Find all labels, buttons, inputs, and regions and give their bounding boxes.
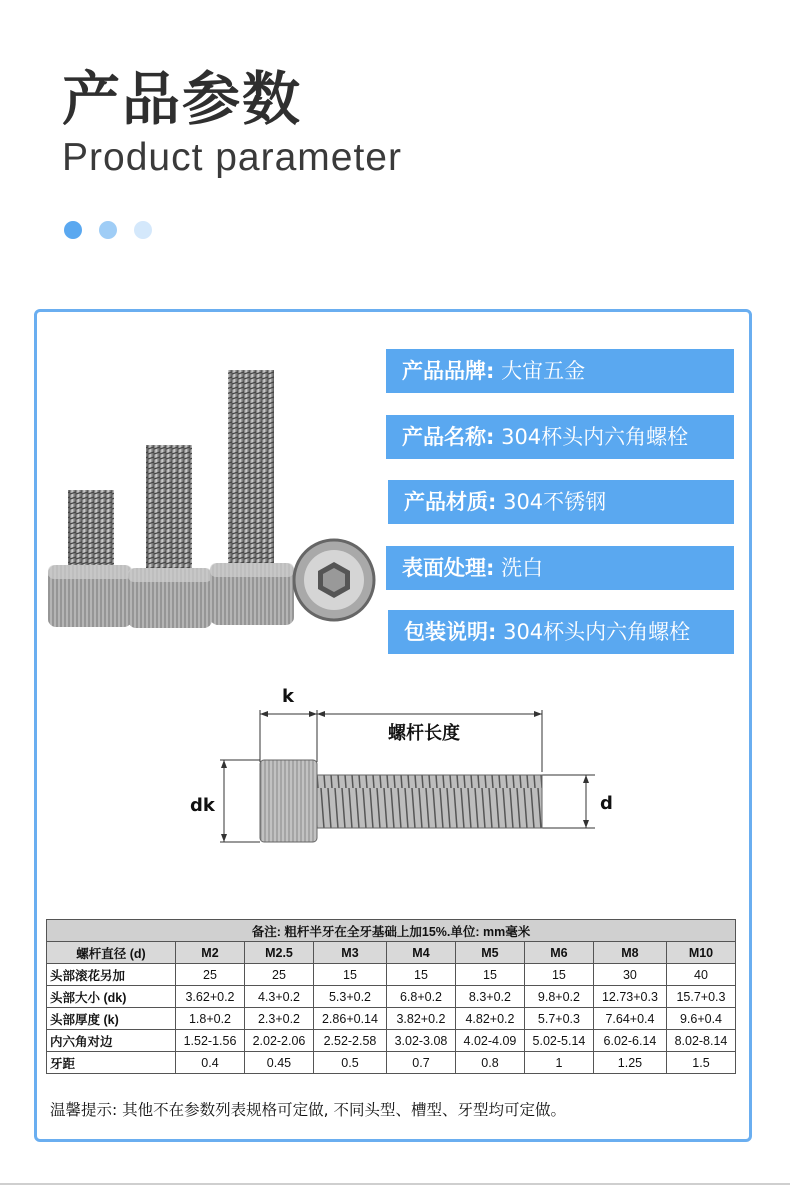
table-cell: 8.3+0.2 xyxy=(455,986,524,1008)
table-header-size: M5 xyxy=(455,942,524,964)
row-label: 头部滚花另加 xyxy=(47,964,176,986)
custom-order-tip: 温馨提示: 其他不在参数列表规格可定做, 不同头型、槽型、牙型均可定做。 xyxy=(50,1101,567,1119)
spec-surface-value: 洗白 xyxy=(494,556,544,580)
table-cell: 8.02-8.14 xyxy=(666,1030,735,1052)
spec-product-name xyxy=(386,415,734,459)
table-cell: 1.8+0.2 xyxy=(176,1008,245,1030)
table-header-size: M6 xyxy=(524,942,593,964)
table-cell: 15.7+0.3 xyxy=(666,986,735,1008)
table-cell: 15 xyxy=(524,964,593,986)
table-cell: 1.52-1.56 xyxy=(176,1030,245,1052)
table-header-size: M2.5 xyxy=(244,942,313,964)
page-subtitle: Product parameter xyxy=(62,136,402,179)
table-cell: 3.62+0.2 xyxy=(176,986,245,1008)
table-cell: 5.02-5.14 xyxy=(524,1030,593,1052)
table-cell: 2.02-2.06 xyxy=(244,1030,313,1052)
spec-packaging-value: 304杯头内六角螺栓 xyxy=(496,620,691,644)
table-cell: 0.4 xyxy=(176,1052,245,1074)
table-cell: 0.8 xyxy=(455,1052,524,1074)
table-cell: 9.8+0.2 xyxy=(524,986,593,1008)
page-title: 产品参数 xyxy=(62,65,303,133)
spec-brand-label: 产品品牌: xyxy=(402,359,495,383)
table-cell: 12.73+0.3 xyxy=(593,986,666,1008)
table-row xyxy=(47,986,736,1008)
spec-product-name-value: 304杯头内六角螺栓 xyxy=(494,425,689,449)
k-label: k xyxy=(282,686,294,707)
spec-material xyxy=(388,480,734,524)
spec-brand xyxy=(386,349,734,393)
table-cell: 2.3+0.2 xyxy=(244,1008,313,1030)
table-cell: 1.25 xyxy=(593,1052,666,1074)
table-header-label: 螺杆直径 (d) xyxy=(47,942,176,964)
table-row xyxy=(47,1008,736,1030)
table-header-size: M10 xyxy=(666,942,735,964)
table-cell: 6.02-6.14 xyxy=(593,1030,666,1052)
spec-material-value: 304不锈钢 xyxy=(496,490,607,514)
row-label: 头部大小 (dk) xyxy=(47,986,176,1008)
table-cell: 7.64+0.4 xyxy=(593,1008,666,1030)
table-cell: 4.3+0.2 xyxy=(244,986,313,1008)
decor-dot-1 xyxy=(64,221,82,239)
table-cell: 4.02-4.09 xyxy=(455,1030,524,1052)
table-cell: 15 xyxy=(313,964,386,986)
row-label: 头部厚度 (k) xyxy=(47,1008,176,1030)
parameter-table xyxy=(46,919,736,1074)
table-cell: 15 xyxy=(455,964,524,986)
spec-packaging xyxy=(388,610,734,654)
spec-product-name-label: 产品名称: xyxy=(402,425,495,449)
decor-dot-2 xyxy=(99,221,117,239)
table-note: 备注: 粗杆半牙在全牙基础上加15%.单位: mm毫米 xyxy=(47,920,736,942)
table-header-size: M3 xyxy=(313,942,386,964)
spec-material-label: 产品材质: xyxy=(404,490,497,514)
spec-brand-value: 大宙五金 xyxy=(494,359,586,383)
table-cell: 2.86+0.14 xyxy=(313,1008,386,1030)
table-cell: 15 xyxy=(386,964,455,986)
table-header-size: M2 xyxy=(176,942,245,964)
table-cell: 30 xyxy=(593,964,666,986)
row-label: 内六角对边 xyxy=(47,1030,176,1052)
decor-dot-3 xyxy=(134,221,152,239)
dk-label: dk xyxy=(190,795,215,816)
table-cell: 0.5 xyxy=(313,1052,386,1074)
table-header-size: M8 xyxy=(593,942,666,964)
table-row xyxy=(47,1030,736,1052)
table-cell: 40 xyxy=(666,964,735,986)
length-label: 螺杆长度 xyxy=(388,723,460,744)
table-row xyxy=(47,964,736,986)
table-cell: 9.6+0.4 xyxy=(666,1008,735,1030)
d-label: d xyxy=(600,793,613,814)
table-cell: 0.7 xyxy=(386,1052,455,1074)
table-cell: 1.5 xyxy=(666,1052,735,1074)
table-cell: 6.8+0.2 xyxy=(386,986,455,1008)
table-cell: 2.52-2.58 xyxy=(313,1030,386,1052)
table-cell: 25 xyxy=(176,964,245,986)
table-cell: 25 xyxy=(244,964,313,986)
table-cell: 1 xyxy=(524,1052,593,1074)
table-cell: 3.02-3.08 xyxy=(386,1030,455,1052)
row-label: 牙距 xyxy=(47,1052,176,1074)
bolt-dimension-diagram xyxy=(180,680,620,860)
spec-surface-label: 表面处理: xyxy=(402,556,495,580)
table-cell: 4.82+0.2 xyxy=(455,1008,524,1030)
table-cell: 3.82+0.2 xyxy=(386,1008,455,1030)
bottom-divider xyxy=(0,1183,790,1185)
spec-packaging-label: 包装说明: xyxy=(404,620,497,644)
product-photo xyxy=(40,360,380,640)
table-header-size: M4 xyxy=(386,942,455,964)
table-cell: 5.7+0.3 xyxy=(524,1008,593,1030)
spec-surface xyxy=(386,546,734,590)
table-cell: 0.45 xyxy=(244,1052,313,1074)
table-cell: 5.3+0.2 xyxy=(313,986,386,1008)
table-row xyxy=(47,1052,736,1074)
